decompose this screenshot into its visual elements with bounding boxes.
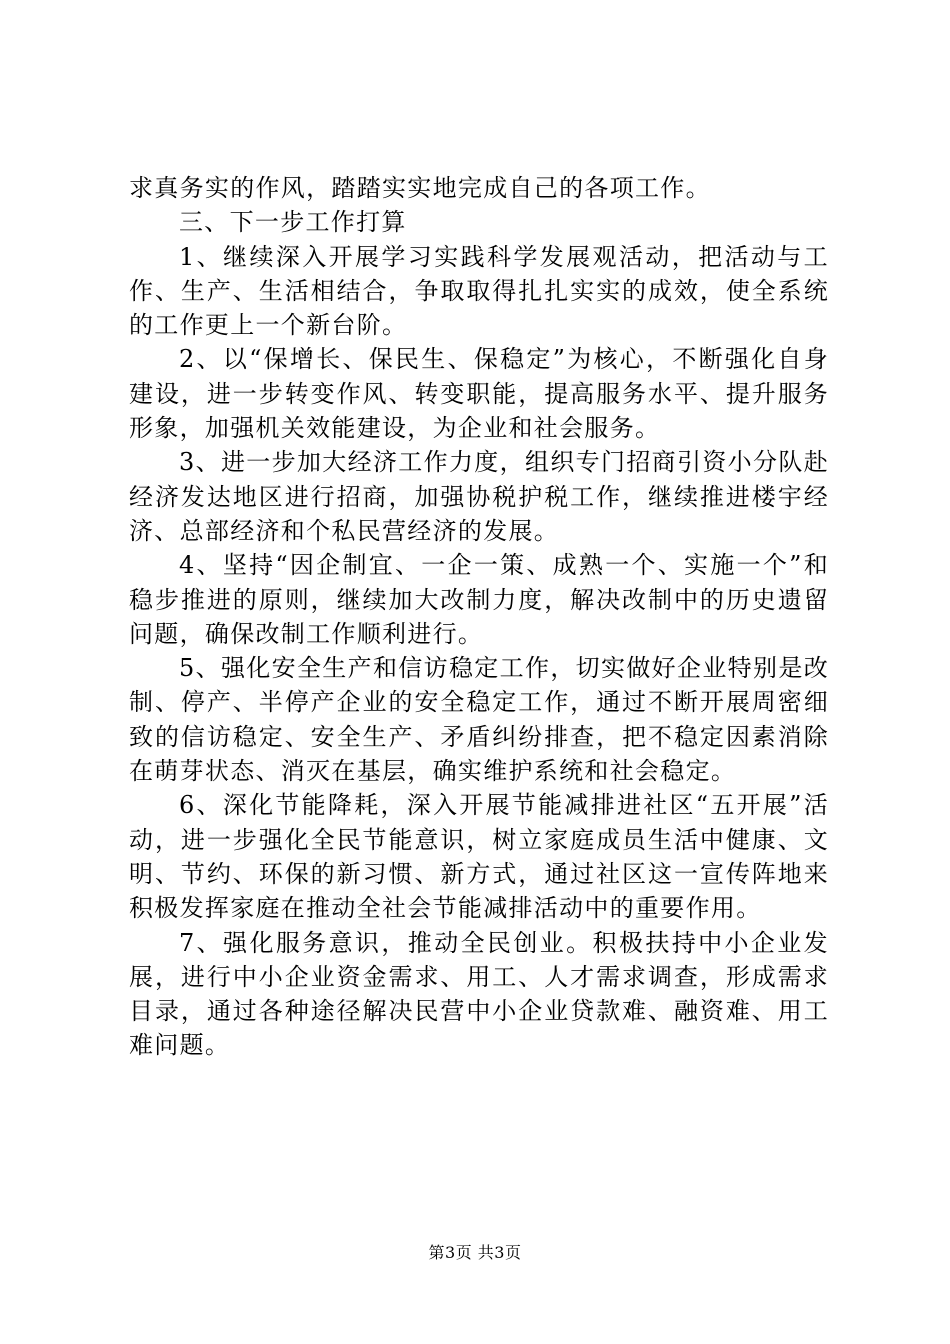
paragraph-item-2: 2、以“保增长、保民生、保稳定”为核心，不断强化自身建设，进一步转变作风、转变职能，提高服务水平、提升服务形象，加强机关效能建设，为企业和社会服务。 <box>129 345 829 443</box>
page-number: 第3页 共3页 <box>428 1243 522 1262</box>
paragraph-item-3: 3、进一步加大经济工作力度，组织专门招商引资小分队赴经济发达地区进行招商，加强协税护税工作，继续推进楼宇经济、总部经济和个私民营经济的发展。 <box>129 448 829 545</box>
paragraph-continuation: 求真务实的作风，踏踏实实地完成自己的各项工作。 <box>129 174 711 202</box>
paragraph-item-1: 1、继续深入开展学习实践科学发展观活动，把活动与工作、生产、生活相结合，争取取得扎扎实实的成效，使全系统的工作更上一个新台阶。 <box>129 242 829 340</box>
paragraph-item-5: 5、强化安全生产和信访稳定工作，切实做好企业特别是改制、停产、半停产企业的安全稳定工作，通过不断开展周密细致的信访稳定、安全生产、矛盾纠纷排查，把不稳定因素消除在萌芽状态、消灭在基层，确实维护系统和社会稳定。 <box>129 654 829 786</box>
paragraph-item-4: 4、坚持“因企制宜、一企一策、成熟一个、实施一个”和稳步推进的原则，继续加大改制力度，解决改制中的历史遗留问题，确保改制工作顺利进行。 <box>129 551 829 648</box>
paragraph-item-7: 7、强化服务意识，推动全民创业。积极扶持中小企业发展，进行中小企业资金需求、用工、人才需求调查，形成需求目录，通过各种途径解决民营中小企业贷款难、融资难、用工难问题。 <box>129 928 829 1060</box>
section-heading: 三、下一步工作打算 <box>179 208 407 237</box>
document-body <box>129 171 829 1063</box>
paragraph-item-6: 6、深化节能降耗，深入开展节能减排进社区“五开展”活动，进一步强化全民节能意识，树立家庭成员生活中健康、文明、节约、环保的新习惯、新方式，通过社区这一宣传阵地来积极发挥家庭在推动全社会节能减排活动中的重要作用。 <box>129 791 829 923</box>
page-footer <box>0 1243 950 1263</box>
